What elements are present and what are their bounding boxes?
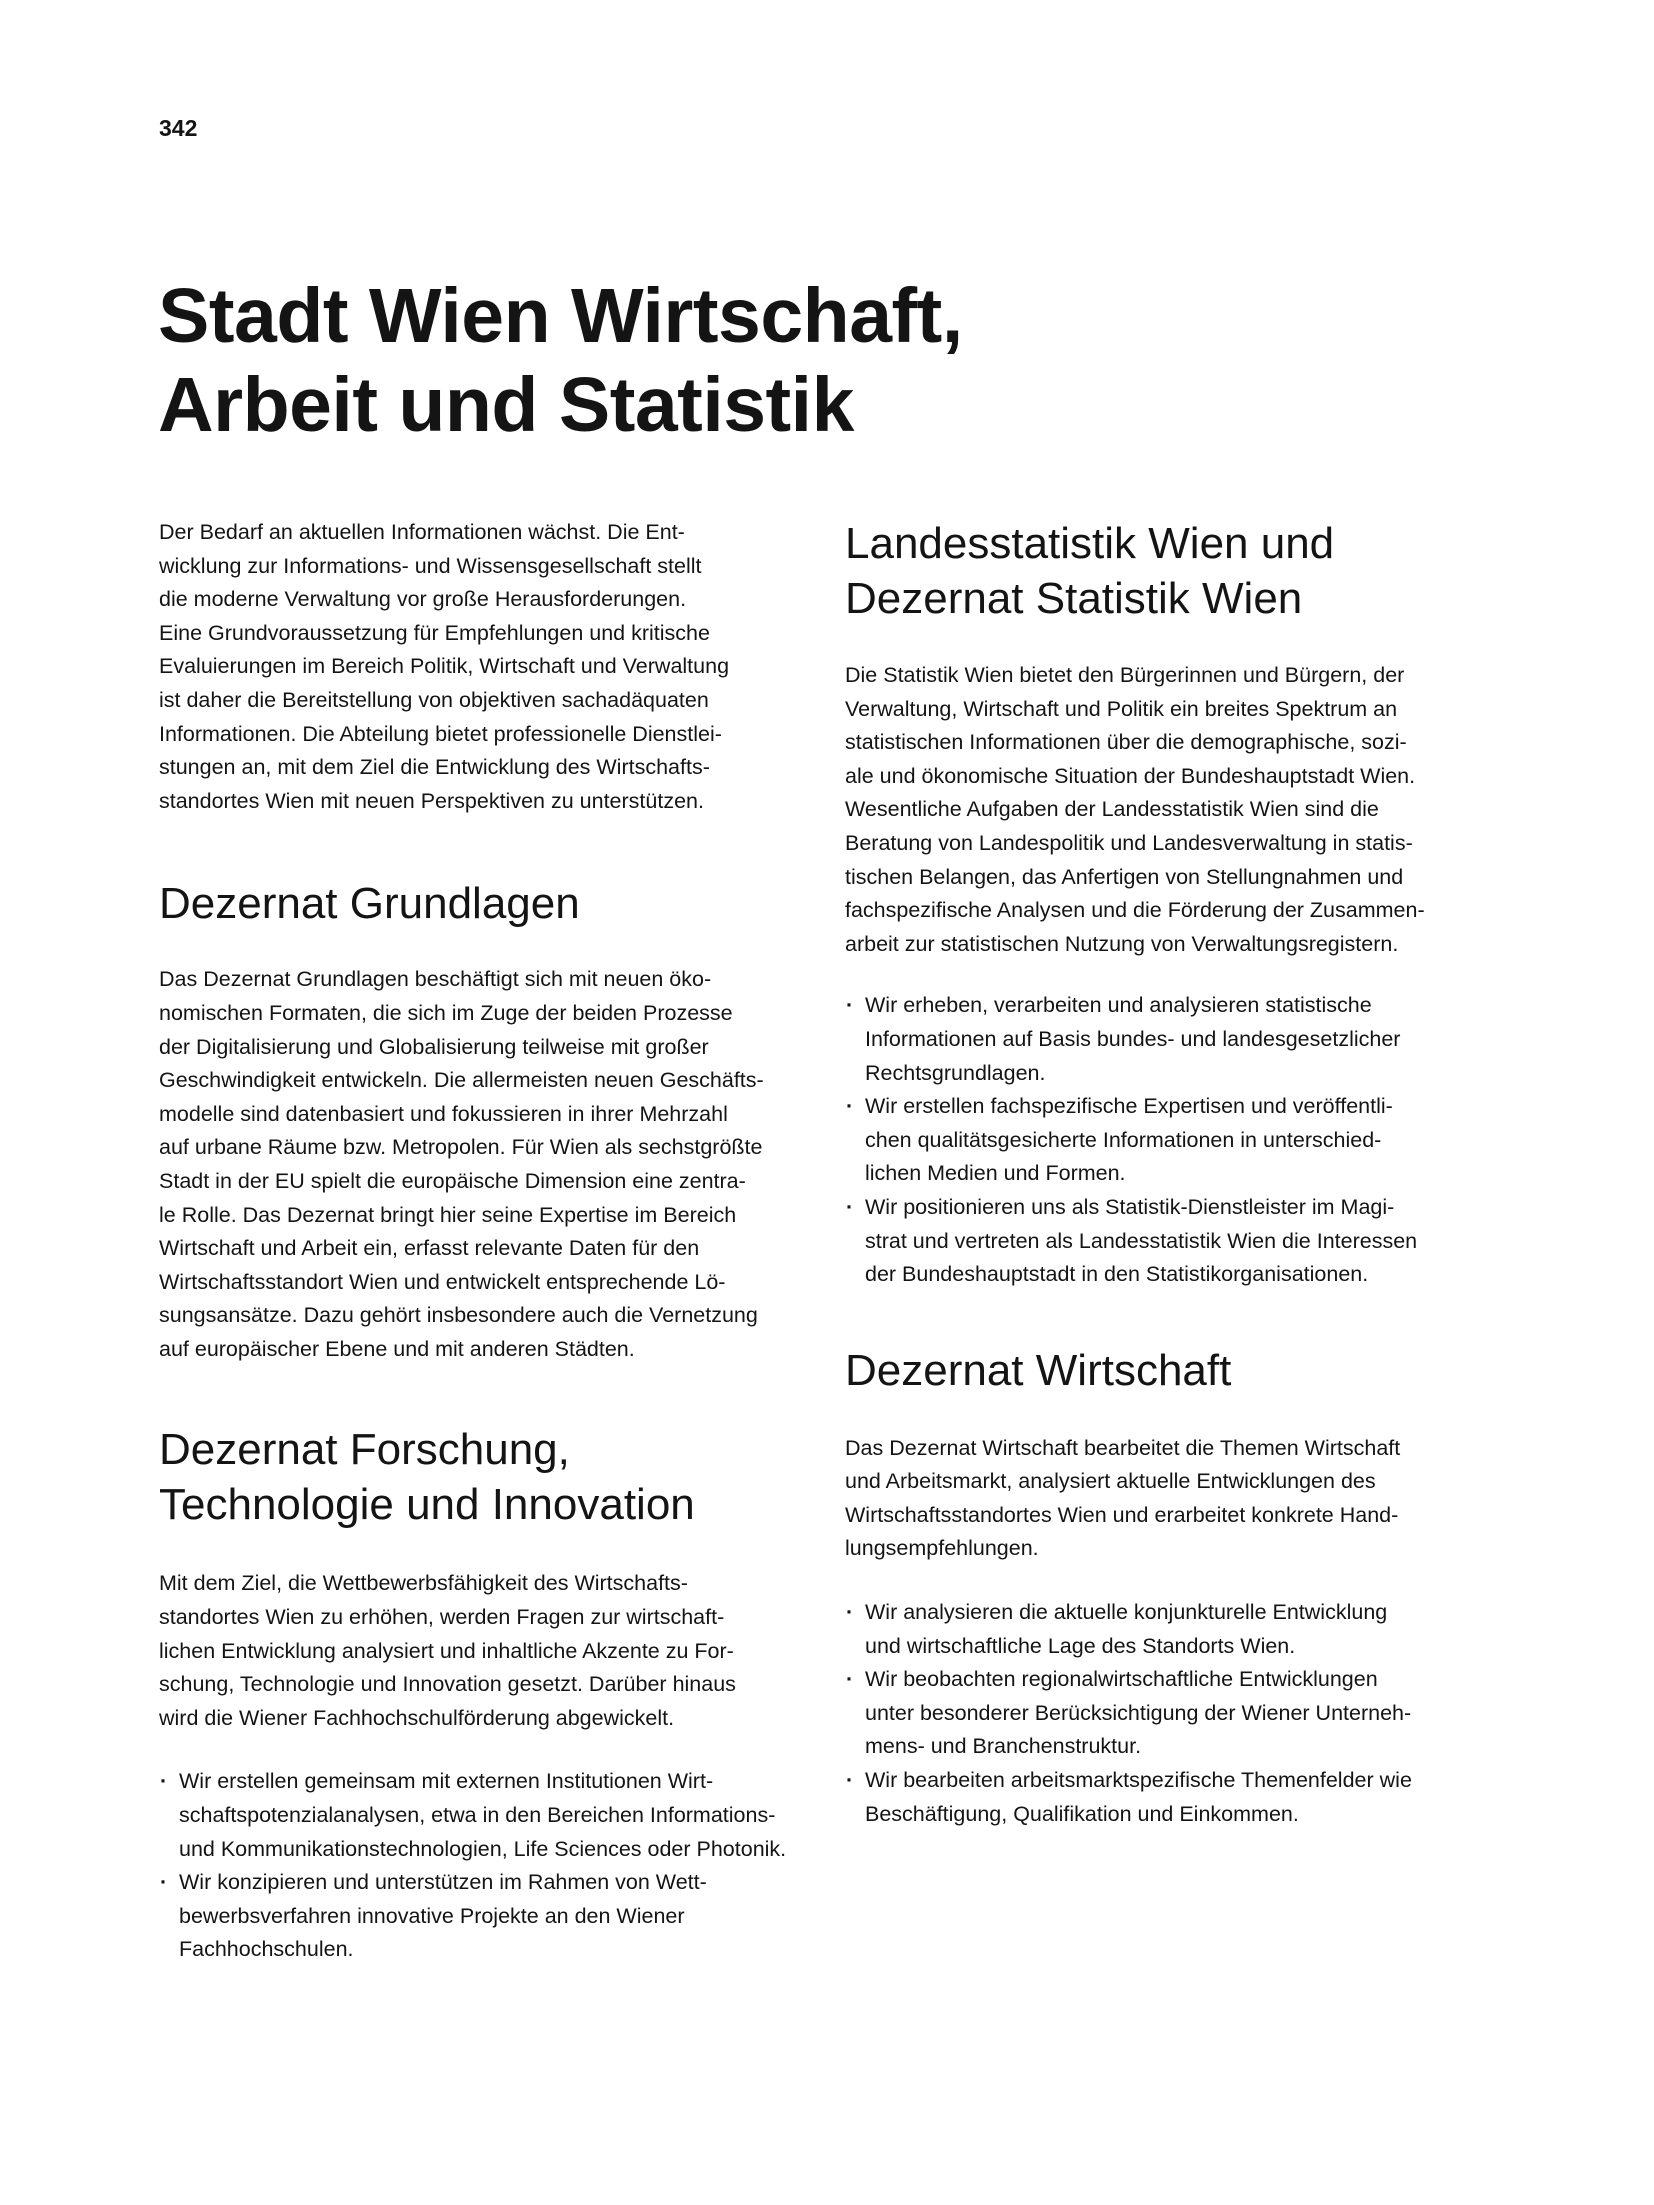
text-line: und Arbeitsmarkt, analysiert aktuelle Entwicklungen des xyxy=(845,1469,1376,1494)
text-line: lungsempfehlungen. xyxy=(845,1536,1039,1561)
text-line: und wirtschaftliche Lage des Standorts Wien. xyxy=(865,1633,1296,1658)
text-line: Die Statistik Wien bietet den Bürgerinnen und Bürgern, der xyxy=(845,663,1405,687)
text-line: Stadt in der EU spielt die europäische Dimension eine zentra- xyxy=(159,1168,746,1193)
page-title-line-2: Arbeit und Statistik xyxy=(158,362,854,448)
text-line: nomischen Formaten, die sich im Zuge der beiden Prozesse xyxy=(159,1000,733,1025)
text-line: chen qualitätsgesicherte Informationen in unterschied- xyxy=(865,1127,1382,1152)
text-line: · Wir beobachten regionalwirtschaftliche Entwicklungen xyxy=(865,1667,1378,1692)
text-line: arbeit zur statistischen Nutzung von Verwaltungsregistern. xyxy=(845,931,1399,956)
text-line: ale und ökonomische Situation der Bundeshauptstadt Wien. xyxy=(845,763,1416,788)
forschung-bullet-list xyxy=(159,1765,819,1967)
list-item xyxy=(845,989,1507,1090)
text-line: le Rolle. Das Dezernat bringt hier seine Expertise im Bereich xyxy=(159,1202,737,1227)
section-heading-landesstatistik xyxy=(845,516,1507,626)
text-line: · Wir positionieren uns als Statistik-Dienstleister im Magi- xyxy=(865,1194,1395,1219)
text-line: Evaluierungen im Bereich Politik, Wirtschaft und Verwaltung xyxy=(159,654,730,679)
forschung-paragraph xyxy=(159,1567,819,1735)
heading-line: Dezernat Forschung, xyxy=(159,1425,570,1475)
list-item xyxy=(159,1866,819,1967)
text-line: · Wir erheben, verarbeiten und analysieren statistische xyxy=(865,993,1372,1018)
text-line: unter besonderer Berücksichtigung der Wiener Unterneh- xyxy=(865,1700,1412,1725)
text-line: · Wir analysieren die aktuelle konjunkturelle Entwicklung xyxy=(865,1600,1388,1625)
right-column xyxy=(845,516,1507,1831)
text-line: fachspezifische Analysen und die Förderung der Zusammen- xyxy=(845,898,1425,923)
text-line: Informationen auf Basis bundes- und landesgesetzlicher xyxy=(865,1026,1401,1051)
text-line: Das Dezernat Grundlagen beschäftigt sich mit neuen öko- xyxy=(159,967,712,992)
landesstatistik-paragraph xyxy=(845,659,1507,961)
intro-paragraph xyxy=(159,516,819,818)
page-number: 342 xyxy=(159,115,198,141)
page-title xyxy=(158,272,1058,450)
text-line: Mit dem Ziel, die Wettbewerbsfähigkeit des Wirtschafts- xyxy=(159,1571,688,1596)
list-item xyxy=(845,1090,1507,1191)
list-item xyxy=(845,1663,1507,1764)
list-item xyxy=(845,1596,1507,1663)
text-line: · Wir erstellen gemeinsam mit externen Institutionen Wirt- xyxy=(179,1769,714,1794)
text-line: standortes Wien mit neuen Perspektiven zu unterstützen. xyxy=(159,788,704,813)
section-heading-forschung xyxy=(159,1422,819,1532)
text-line: Geschwindigkeit entwickeln. Die allermeisten neuen Geschäfts- xyxy=(159,1068,764,1093)
text-line: Wirtschaftsstandort Wien und entwickelt entsprechende Lö- xyxy=(159,1269,726,1294)
text-line: wicklung zur Informations- und Wissensgesellschaft stellt xyxy=(159,553,702,578)
text-line: der Bundeshauptstadt in den Statistikorganisationen. xyxy=(865,1262,1369,1287)
text-line: standortes Wien zu erhöhen, werden Fragen zur wirtschaft- xyxy=(159,1605,725,1630)
text-line: modelle sind datenbasiert und fokussieren in ihrer Mehrzahl xyxy=(159,1101,728,1126)
text-line: Rechtsgrundlagen. xyxy=(865,1060,1046,1085)
text-line: auf urbane Räume bzw. Metropolen. Für Wien als sechstgrößte xyxy=(159,1135,763,1160)
left-column xyxy=(159,516,819,1967)
heading-line: Landesstatistik Wien und xyxy=(845,519,1335,568)
grundlagen-paragraph xyxy=(159,963,819,1366)
text-line: die moderne Verwaltung vor große Herausforderungen. xyxy=(159,587,687,612)
text-line: schung, Technologie und Innovation gesetzt. Darüber hinaus xyxy=(159,1672,736,1697)
text-line: wird die Wiener Fachhochschulförderung abgewickelt. xyxy=(159,1705,675,1730)
text-line: Wirtschaftsstandortes Wien und erarbeitet konkrete Hand- xyxy=(845,1502,1399,1527)
text-line: Wesentliche Aufgaben der Landesstatistik Wien sind die xyxy=(845,797,1379,822)
landesstatistik-bullet-list xyxy=(845,989,1507,1291)
section-heading-wirtschaft xyxy=(845,1343,1507,1398)
heading-line: Dezernat Wirtschaft xyxy=(845,1345,1232,1395)
page-title-line-1: Stadt Wien Wirtschaft, xyxy=(158,273,963,359)
text-line: Das Dezernat Wirtschaft bearbeitet die Themen Wirtschaft xyxy=(845,1435,1401,1460)
text-line: stungen an, mit dem Ziel die Entwicklung des Wirtschafts- xyxy=(159,755,710,780)
text-line: und Kommunikationstechnologien, Life Sciences oder Photonik. xyxy=(179,1836,787,1861)
text-line: Wirtschaft und Arbeit ein, erfasst relevante Daten für den xyxy=(159,1236,700,1261)
wirtschaft-bullet-list xyxy=(845,1596,1507,1831)
text-line: · Wir erstellen fachspezifische Expertisen und veröffentli- xyxy=(865,1094,1393,1119)
text-line: tischen Belangen, das Anfertigen von Stellungnahmen und xyxy=(845,864,1404,889)
text-line: sungsansätze. Dazu gehört insbesondere auch die Vernetzung xyxy=(159,1303,758,1328)
text-line: lichen Medien und Formen. xyxy=(865,1161,1126,1186)
heading-line: Dezernat Statistik Wien xyxy=(845,574,1303,623)
text-line: · Wir konzipieren und unterstützen im Rahmen von Wett- xyxy=(179,1870,707,1895)
heading-line: Dezernat Grundlagen xyxy=(159,879,580,929)
text-line: lichen Entwicklung analysiert und inhaltliche Akzente zu For- xyxy=(159,1638,734,1663)
text-line: Beschäftigung, Qualifikation und Einkommen. xyxy=(865,1801,1299,1826)
list-item xyxy=(845,1764,1507,1831)
text-line: Eine Grundvoraussetzung für Empfehlungen und kritische xyxy=(159,620,710,645)
text-line: Beratung von Landespolitik und Landesverwaltung in statis- xyxy=(845,830,1413,855)
text-line: Fachhochschulen. xyxy=(179,1937,354,1962)
list-item xyxy=(159,1765,819,1866)
text-line: der Digitalisierung und Globalisierung teilweise mit großer xyxy=(159,1034,709,1059)
text-line: Informationen. Die Abteilung bietet professionelle Dienstlei- xyxy=(159,721,722,746)
text-line: · Wir bearbeiten arbeitsmarktspezifische Themenfelder wie xyxy=(865,1768,1412,1793)
text-line: Verwaltung, Wirtschaft und Politik ein breites Spektrum an xyxy=(845,696,1398,721)
text-line: Der Bedarf an aktuellen Informationen wächst. Die Ent- xyxy=(159,520,685,544)
text-line: strat und vertreten als Landesstatistik Wien die Interessen xyxy=(865,1228,1418,1253)
text-line: bewerbsverfahren innovative Projekte an den Wiener xyxy=(179,1903,685,1928)
text-line: ist daher die Bereitstellung von objektiven sachadäquaten xyxy=(159,687,709,712)
list-item xyxy=(845,1191,1507,1292)
text-line: schaftspotenzialanalysen, etwa in den Bereichen Informations- xyxy=(179,1803,776,1828)
text-line: statistischen Informationen über die demographische, sozi- xyxy=(845,730,1407,755)
section-heading-grundlagen xyxy=(159,876,819,931)
text-line: auf europäischer Ebene und mit anderen Städten. xyxy=(159,1336,635,1361)
text-line: mens- und Branchenstruktur. xyxy=(865,1734,1142,1759)
heading-line: Technologie und Innovation xyxy=(159,1480,695,1530)
wirtschaft-paragraph xyxy=(845,1432,1507,1566)
